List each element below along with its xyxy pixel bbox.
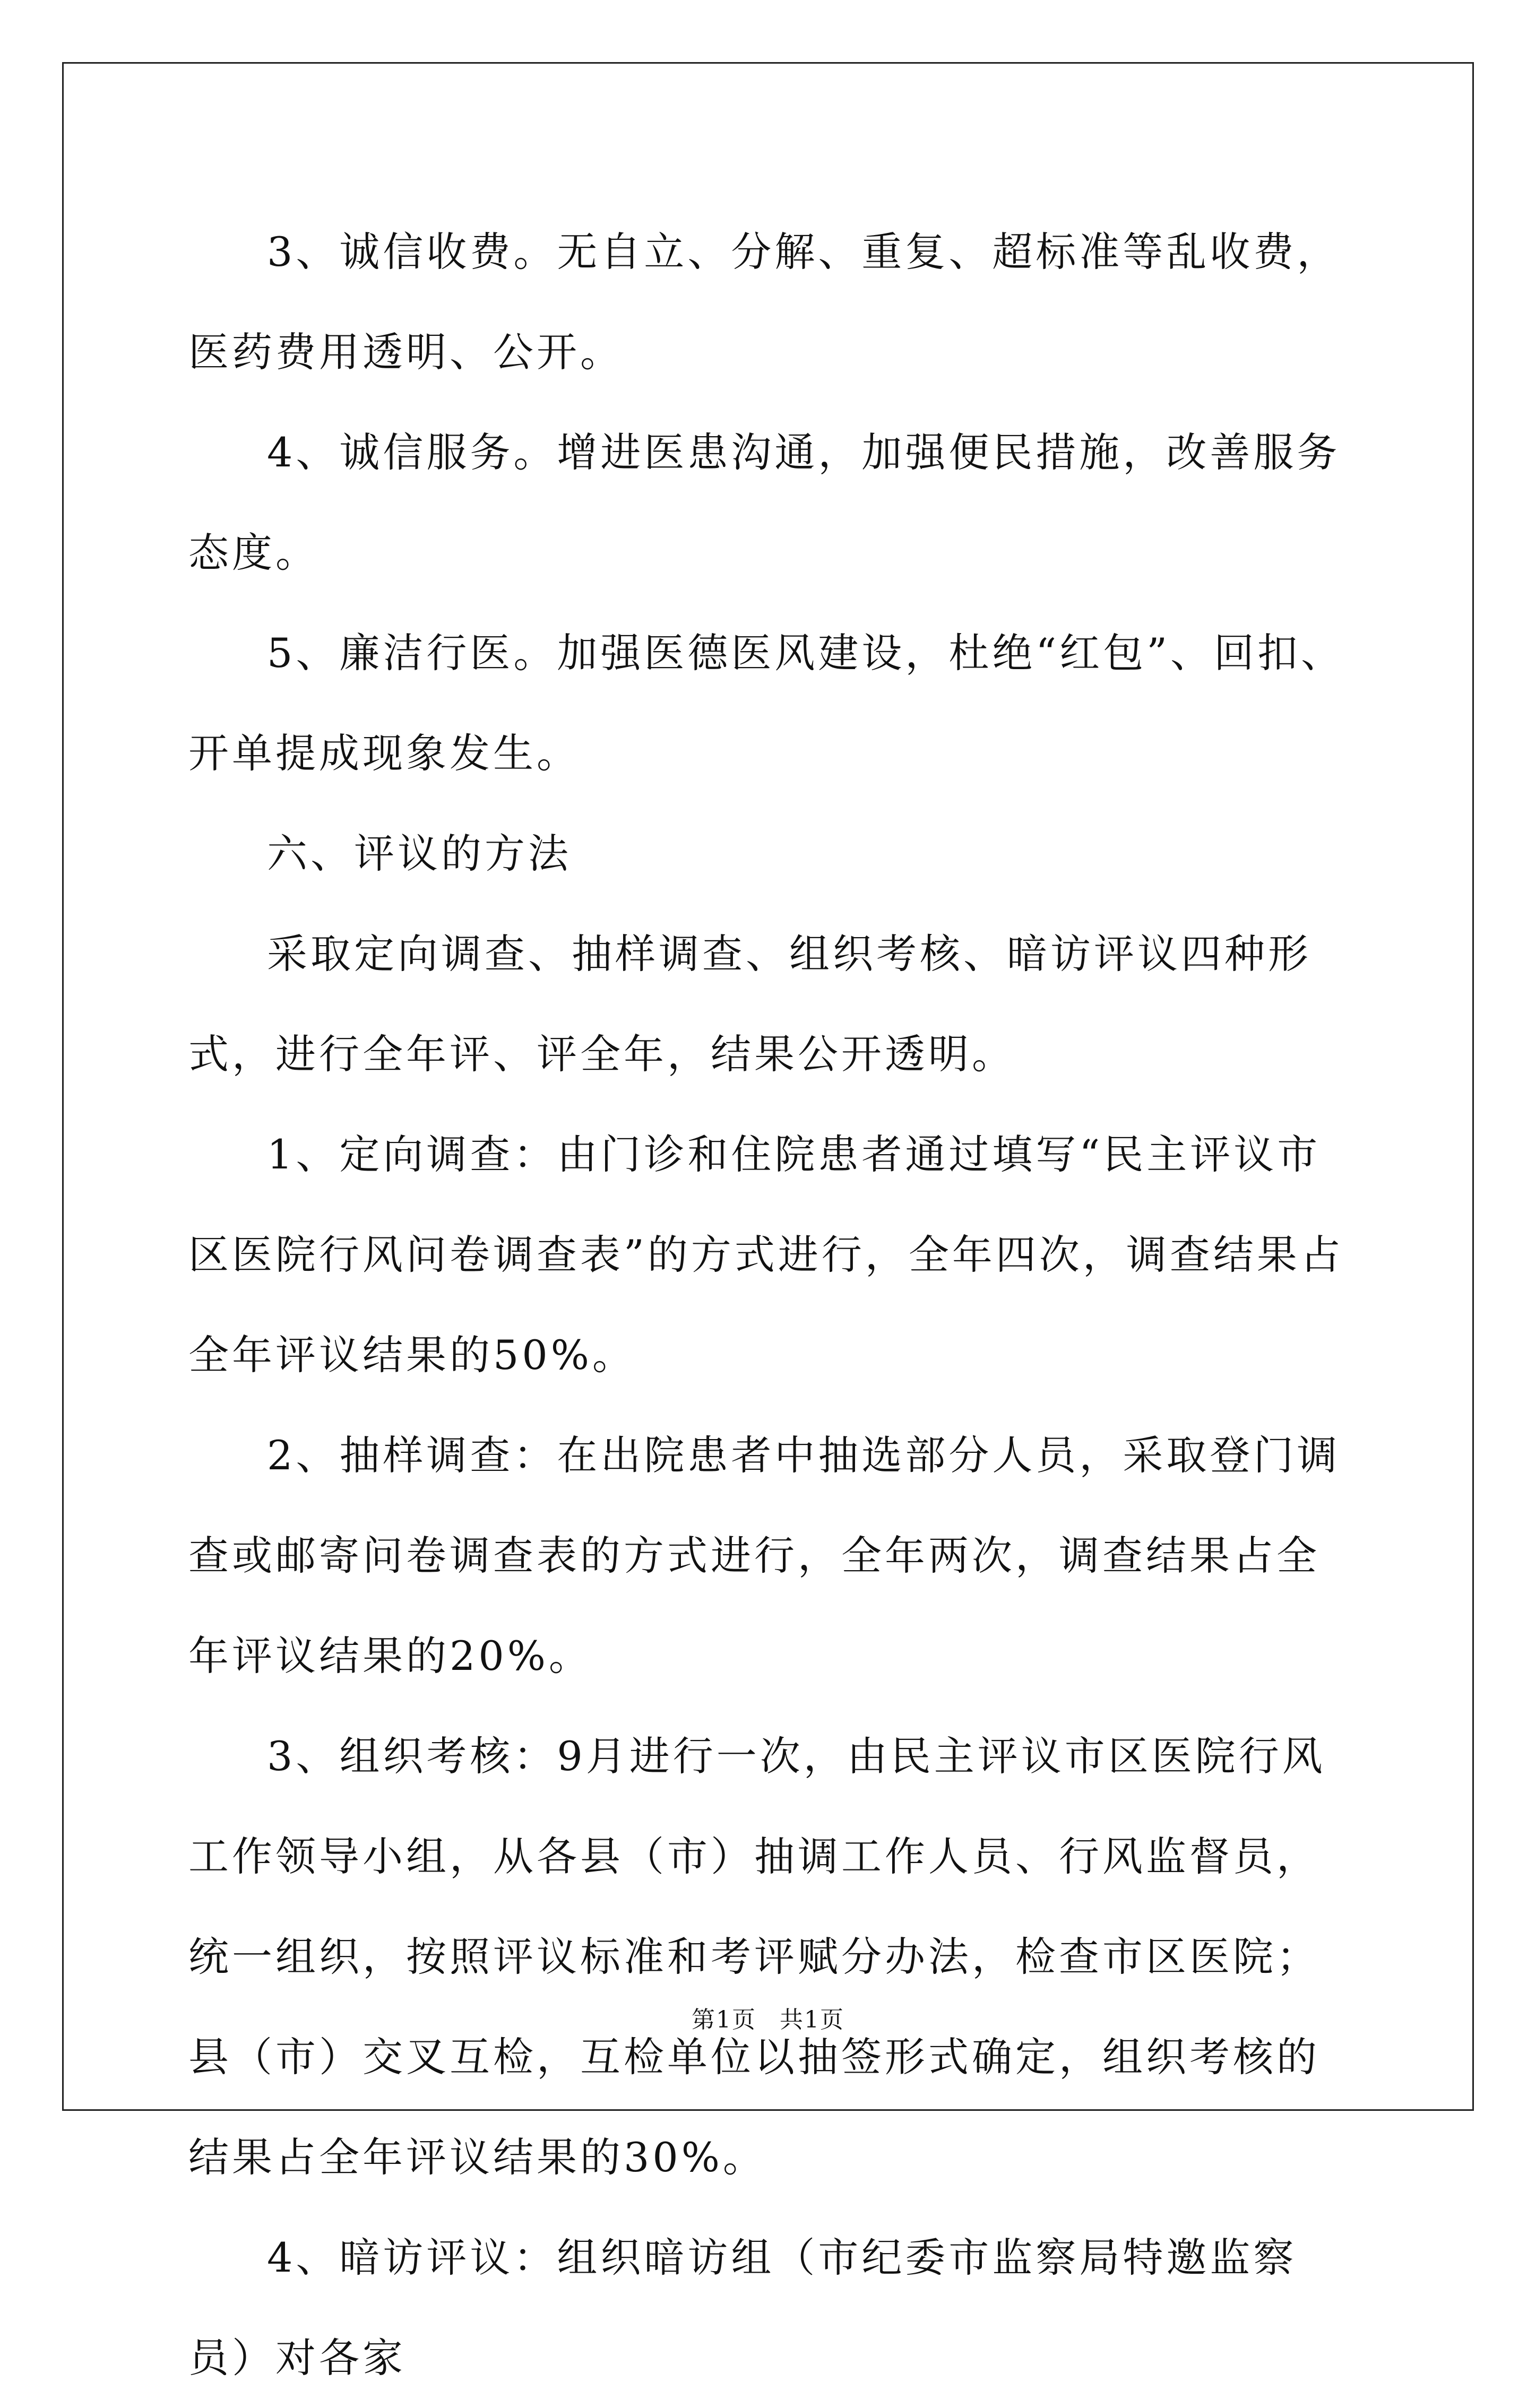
paragraph: 4、暗访评议：组织暗访组（市纪委市监察局特邀监察员）对各家: [188, 2234, 1297, 2381]
paragraph: 4、诚信服务。增进医患沟通，加强便民措施，改善服务态度。: [188, 429, 1341, 576]
section-heading: 六、评议的方法: [267, 830, 572, 877]
document-body: [188, 202, 1356, 2408]
page-footer: [0, 2000, 1536, 2034]
paragraph: 5、廉洁行医。加强医德医风建设，杜绝“红包”、回扣、开单提成现象发生。: [188, 629, 1345, 777]
page-total: 共1页: [780, 2006, 844, 2033]
paragraph: 3、组织考核：9月进行一次，由民主评议市区医院行风工作领导小组，从各县（市）抽调工作人员、行风监督员，统一组织，按照评议标准和考评赋分办法，检查市区医院；县（市）交叉互检，互检单位以抽签形式确定，组织考核的结果占全年评议结果的30%。: [188, 1733, 1326, 2181]
paragraph: 3、诚信收费。无自立、分解、重复、超标准等乱收费，医药费用透明、公开。: [188, 228, 1341, 376]
paragraph: 采取定向调查、抽样调查、组织考核、暗访评议四种形式，进行全年评、评全年，结果公开透明。: [188, 930, 1311, 1078]
paragraph: 1、定向调查：由门诊和住院患者通过填写“民主评议市区医院行风问卷调查表”的方式进行，全年四次，调查结果占全年评议结果的50%。: [188, 1131, 1344, 1379]
paragraph: 2、抽样调查：在出院患者中抽选部分人员，采取登门调查或邮寄问卷调查表的方式进行，全年两次，调查结果占全年评议结果的20%。: [188, 1432, 1341, 1679]
page-number: 第1页: [692, 2006, 756, 2033]
